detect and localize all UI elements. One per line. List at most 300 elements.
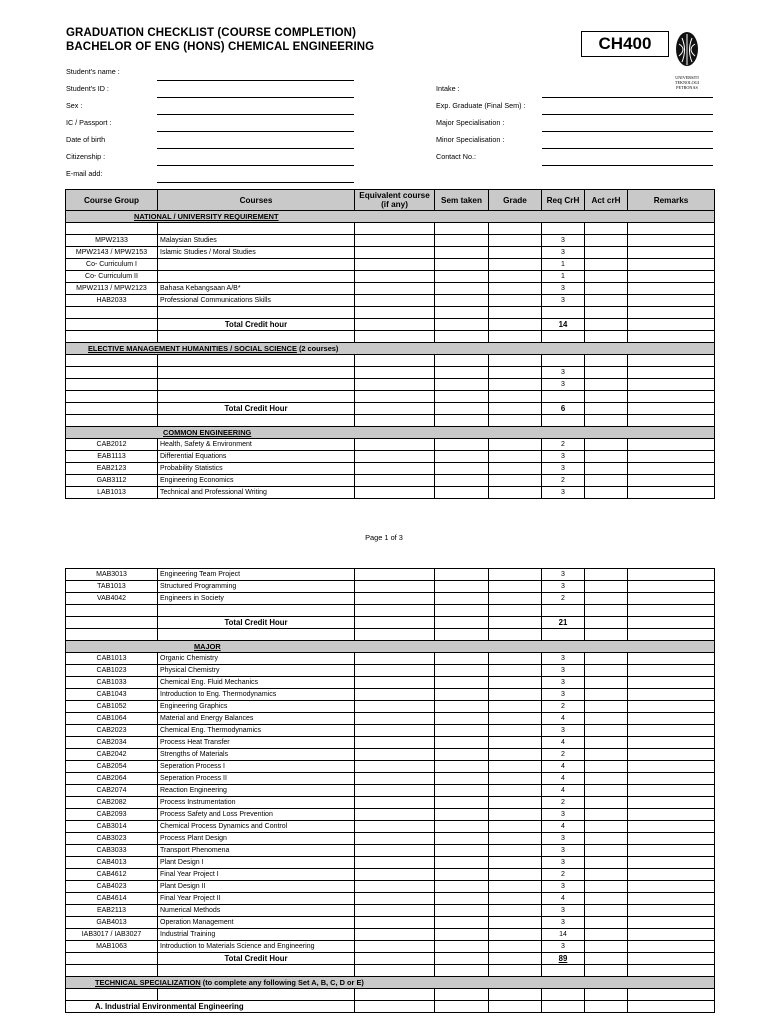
req-credit-hours: 4: [542, 761, 585, 773]
grade-cell[interactable]: [489, 475, 542, 487]
act-credit-cell[interactable]: [585, 689, 628, 701]
sem-taken-cell[interactable]: [435, 737, 489, 749]
course-code: GAB4013: [66, 917, 158, 929]
sem-taken-cell[interactable]: [435, 235, 489, 247]
equivalent-course-cell[interactable]: [355, 845, 435, 857]
equivalent-course-cell[interactable]: [355, 295, 435, 307]
req-credit-hours: 4: [542, 785, 585, 797]
grade-cell[interactable]: [489, 941, 542, 953]
sem-taken-cell[interactable]: [435, 451, 489, 463]
grade-cell[interactable]: [489, 367, 542, 379]
equivalent-course-cell[interactable]: [355, 367, 435, 379]
remarks-cell[interactable]: [628, 737, 715, 749]
remarks-cell[interactable]: [628, 581, 715, 593]
section-header-major: [66, 641, 715, 653]
grade-cell[interactable]: [489, 689, 542, 701]
grade-cell[interactable]: [489, 869, 542, 881]
remarks-cell[interactable]: [628, 821, 715, 833]
sem-taken-cell[interactable]: [435, 581, 489, 593]
total-label: Total Credit Hour: [158, 617, 355, 629]
act-credit-cell[interactable]: [585, 761, 628, 773]
course-name: Engineering Graphics: [158, 701, 355, 713]
table-row: [66, 235, 715, 247]
exp-graduate-field[interactable]: [542, 114, 713, 115]
course-name[interactable]: [158, 379, 355, 391]
grade-cell[interactable]: [489, 235, 542, 247]
equivalent-course-cell[interactable]: [355, 821, 435, 833]
sem-taken-cell[interactable]: [435, 295, 489, 307]
remarks-cell[interactable]: [628, 701, 715, 713]
grade-cell[interactable]: [489, 653, 542, 665]
course-name: Technical and Professional Writing: [158, 487, 355, 499]
act-credit-cell[interactable]: [585, 857, 628, 869]
course-checklist-table-page1: [65, 189, 715, 499]
act-credit-cell[interactable]: [585, 905, 628, 917]
sem-taken-cell[interactable]: [435, 833, 489, 845]
grade-cell[interactable]: [489, 737, 542, 749]
act-credit-cell[interactable]: [585, 403, 628, 415]
act-credit-cell[interactable]: [585, 821, 628, 833]
req-credit-hours: 3: [542, 809, 585, 821]
citizenship-field[interactable]: [157, 165, 354, 166]
remarks-cell[interactable]: [628, 749, 715, 761]
grade-cell[interactable]: [489, 581, 542, 593]
equivalent-course-cell[interactable]: [355, 749, 435, 761]
student-name-field[interactable]: [157, 80, 354, 81]
grade-cell[interactable]: [489, 773, 542, 785]
act-credit-cell[interactable]: [585, 893, 628, 905]
grade-cell[interactable]: [489, 833, 542, 845]
grade-cell[interactable]: [489, 379, 542, 391]
course-name: Final Year Project II: [158, 893, 355, 905]
remarks-cell[interactable]: [628, 785, 715, 797]
act-credit-cell[interactable]: [585, 845, 628, 857]
sem-taken-cell[interactable]: [435, 653, 489, 665]
req-credit-hours: 3: [542, 379, 585, 391]
sem-taken-cell[interactable]: [435, 797, 489, 809]
course-code: IAB3017 / IAB3027: [66, 929, 158, 941]
program-code-badge: CH400: [581, 31, 669, 57]
act-credit-cell[interactable]: [585, 797, 628, 809]
sem-taken-cell[interactable]: [435, 677, 489, 689]
equivalent-course-cell[interactable]: [355, 701, 435, 713]
course-code: TAB1013: [66, 581, 158, 593]
act-credit-cell[interactable]: [585, 737, 628, 749]
sem-taken-cell[interactable]: [435, 785, 489, 797]
course-code[interactable]: [66, 379, 158, 391]
remarks-cell[interactable]: [628, 929, 715, 941]
grade-cell[interactable]: [489, 881, 542, 893]
equivalent-course-cell[interactable]: [355, 569, 435, 581]
course-code[interactable]: [66, 367, 158, 379]
remarks-cell[interactable]: [628, 247, 715, 259]
remarks-cell[interactable]: [628, 283, 715, 295]
remarks-cell[interactable]: [628, 379, 715, 391]
grade-cell[interactable]: [489, 463, 542, 475]
table-row: [66, 367, 715, 379]
remarks-cell[interactable]: [628, 689, 715, 701]
sem-taken-cell[interactable]: [435, 283, 489, 295]
act-credit-cell[interactable]: [585, 487, 628, 499]
act-credit-cell[interactable]: [585, 701, 628, 713]
course-name: Engineers in Society: [158, 593, 355, 605]
total-row-national: [66, 319, 715, 331]
course-name[interactable]: [158, 367, 355, 379]
grade-cell[interactable]: [489, 665, 542, 677]
student-id-field[interactable]: [157, 97, 354, 98]
remarks-cell[interactable]: [628, 235, 715, 247]
remarks-cell[interactable]: [628, 917, 715, 929]
act-credit-cell[interactable]: [585, 869, 628, 881]
act-credit-cell[interactable]: [585, 439, 628, 451]
equivalent-course-cell[interactable]: [355, 905, 435, 917]
remarks-cell[interactable]: [628, 857, 715, 869]
grade-cell[interactable]: [489, 809, 542, 821]
total-row-common: [66, 617, 715, 629]
grade-cell[interactable]: [489, 905, 542, 917]
course-code: CAB2064: [66, 773, 158, 785]
minor-specialisation-field[interactable]: [542, 148, 713, 149]
req-credit-hours: 3: [542, 283, 585, 295]
act-credit-cell[interactable]: [585, 773, 628, 785]
ic-passport-field[interactable]: [157, 131, 354, 132]
sem-taken-cell[interactable]: [435, 773, 489, 785]
sem-taken-cell[interactable]: [435, 869, 489, 881]
remarks-cell[interactable]: [628, 271, 715, 283]
sem-taken-cell[interactable]: [435, 905, 489, 917]
sem-taken-cell[interactable]: [435, 665, 489, 677]
grade-cell[interactable]: [489, 929, 542, 941]
act-credit-cell[interactable]: [585, 367, 628, 379]
course-name: Strengths of Materials: [158, 749, 355, 761]
remarks-cell[interactable]: [628, 295, 715, 307]
sex-field[interactable]: [157, 114, 354, 115]
remarks-cell[interactable]: [628, 439, 715, 451]
sem-taken-cell[interactable]: [435, 379, 489, 391]
equivalent-course-cell[interactable]: [355, 487, 435, 499]
grade-cell[interactable]: [489, 749, 542, 761]
act-credit-cell[interactable]: [585, 617, 628, 629]
sem-taken-cell[interactable]: [435, 247, 489, 259]
act-credit-cell[interactable]: [585, 451, 628, 463]
remarks-cell[interactable]: [628, 893, 715, 905]
table-row: [66, 581, 715, 593]
act-credit-cell[interactable]: [585, 809, 628, 821]
req-credit-hours: 2: [542, 593, 585, 605]
equivalent-course-cell[interactable]: [355, 581, 435, 593]
act-credit-cell[interactable]: [585, 941, 628, 953]
equivalent-course-cell[interactable]: [355, 761, 435, 773]
act-credit-cell[interactable]: [585, 379, 628, 391]
req-credit-hours: 3: [542, 367, 585, 379]
act-credit-cell[interactable]: [585, 917, 628, 929]
table-row: [66, 653, 715, 665]
email-field[interactable]: [157, 182, 354, 183]
equivalent-course-cell[interactable]: [355, 593, 435, 605]
req-credit-hours: 3: [542, 905, 585, 917]
date-of-birth-field[interactable]: [157, 148, 354, 149]
equivalent-course-cell[interactable]: [355, 833, 435, 845]
act-credit-cell[interactable]: [585, 665, 628, 677]
sem-taken-cell[interactable]: [435, 809, 489, 821]
course-code: CAB2034: [66, 737, 158, 749]
act-credit-cell[interactable]: [585, 833, 628, 845]
contact-no-field[interactable]: [542, 165, 713, 166]
table-row: [66, 677, 715, 689]
act-credit-cell[interactable]: [585, 653, 628, 665]
act-credit-cell[interactable]: [585, 785, 628, 797]
form-title-line1: GRADUATION CHECKLIST (COURSE COMPLETION): [66, 27, 357, 39]
form-title-line2: BACHELOR OF ENG (HONS) CHEMICAL ENGINEERING: [66, 41, 375, 53]
course-name: Engineering Team Project: [158, 569, 355, 581]
course-name: Plant Design II: [158, 881, 355, 893]
act-credit-cell[interactable]: [585, 463, 628, 475]
table-header-row: [66, 190, 715, 211]
act-credit-cell[interactable]: [585, 247, 628, 259]
course-name: Introduction to Materials Science and Engineering: [158, 941, 355, 953]
sem-taken-cell[interactable]: [435, 941, 489, 953]
act-credit-cell[interactable]: [585, 569, 628, 581]
grade-cell[interactable]: [489, 845, 542, 857]
remarks-cell[interactable]: [628, 713, 715, 725]
grade-cell[interactable]: [489, 439, 542, 451]
equivalent-course-cell[interactable]: [355, 725, 435, 737]
subsection-row: [66, 1001, 715, 1013]
sem-taken-cell[interactable]: [435, 713, 489, 725]
sem-taken-cell[interactable]: [435, 725, 489, 737]
act-credit-cell[interactable]: [585, 271, 628, 283]
sem-taken-cell[interactable]: [435, 259, 489, 271]
sem-taken-cell[interactable]: [435, 463, 489, 475]
equivalent-course-cell[interactable]: [355, 259, 435, 271]
grade-cell[interactable]: [489, 271, 542, 283]
grade-cell[interactable]: [489, 893, 542, 905]
equivalent-course-cell[interactable]: [355, 869, 435, 881]
grade-cell[interactable]: [489, 821, 542, 833]
req-credit-hours: 3: [542, 247, 585, 259]
equivalent-course-cell[interactable]: [355, 857, 435, 869]
sem-taken-cell[interactable]: [435, 761, 489, 773]
req-credit-hours: 1: [542, 259, 585, 271]
sem-taken-cell[interactable]: [435, 821, 489, 833]
minor-specialisation-label: Minor Specialisation :: [436, 135, 505, 144]
act-credit-cell[interactable]: [585, 475, 628, 487]
equivalent-course-cell[interactable]: [355, 677, 435, 689]
equivalent-course-cell[interactable]: [355, 283, 435, 295]
remarks-cell[interactable]: [628, 833, 715, 845]
grade-cell[interactable]: [489, 725, 542, 737]
equivalent-course-cell[interactable]: [355, 773, 435, 785]
act-credit-cell[interactable]: [585, 581, 628, 593]
remarks-cell[interactable]: [628, 809, 715, 821]
course-code: CAB4013: [66, 857, 158, 869]
equivalent-course-cell[interactable]: [355, 737, 435, 749]
req-credit-hours: 4: [542, 737, 585, 749]
req-credit-hours: 4: [542, 893, 585, 905]
remarks-cell[interactable]: [628, 941, 715, 953]
equivalent-course-cell[interactable]: [355, 439, 435, 451]
sem-taken-cell[interactable]: [435, 689, 489, 701]
remarks-cell[interactable]: [628, 881, 715, 893]
grade-cell[interactable]: [489, 713, 542, 725]
act-credit-cell[interactable]: [585, 881, 628, 893]
grade-cell[interactable]: [489, 797, 542, 809]
sem-taken-cell[interactable]: [435, 569, 489, 581]
table-row: [66, 941, 715, 953]
remarks-cell[interactable]: [628, 677, 715, 689]
remarks-cell[interactable]: [628, 367, 715, 379]
act-credit-cell[interactable]: [585, 593, 628, 605]
equivalent-course-cell[interactable]: [355, 665, 435, 677]
citizenship-label: Citizenship :: [66, 152, 106, 161]
grade-cell[interactable]: [489, 283, 542, 295]
grade-cell[interactable]: [489, 593, 542, 605]
grade-cell[interactable]: [489, 677, 542, 689]
act-credit-cell[interactable]: [585, 677, 628, 689]
remarks-cell[interactable]: [628, 475, 715, 487]
grade-cell[interactable]: [489, 917, 542, 929]
grade-cell[interactable]: [489, 761, 542, 773]
sem-taken-cell[interactable]: [435, 857, 489, 869]
course-code: CAB1033: [66, 677, 158, 689]
equivalent-course-cell[interactable]: [355, 475, 435, 487]
grade-cell[interactable]: [489, 857, 542, 869]
remarks-cell[interactable]: [628, 487, 715, 499]
course-code: CAB2082: [66, 797, 158, 809]
grade-cell[interactable]: [489, 247, 542, 259]
sem-taken-cell[interactable]: [435, 929, 489, 941]
grade-cell[interactable]: [489, 569, 542, 581]
sem-taken-cell[interactable]: [435, 845, 489, 857]
sem-taken-cell[interactable]: [435, 367, 489, 379]
exp-graduate-label: Exp. Graduate (Final Sem) :: [436, 101, 526, 110]
equivalent-course-cell[interactable]: [355, 881, 435, 893]
act-credit-cell[interactable]: [585, 953, 628, 965]
student-id-label: Student's ID :: [66, 84, 109, 93]
sem-taken-cell[interactable]: [435, 475, 489, 487]
sem-taken-cell[interactable]: [435, 439, 489, 451]
act-credit-cell[interactable]: [585, 725, 628, 737]
equivalent-course-cell[interactable]: [355, 689, 435, 701]
remarks-cell[interactable]: [628, 665, 715, 677]
act-credit-cell[interactable]: [585, 283, 628, 295]
act-credit-cell[interactable]: [585, 235, 628, 247]
equivalent-course-cell[interactable]: [355, 271, 435, 283]
section-title-common: COMMON ENGINEERING: [163, 428, 252, 437]
sem-taken-cell[interactable]: [435, 593, 489, 605]
blank-row: [66, 605, 715, 617]
remarks-cell[interactable]: [628, 797, 715, 809]
grade-cell[interactable]: [489, 295, 542, 307]
req-credit-hours: 3: [542, 451, 585, 463]
req-credit-hours: 3: [542, 917, 585, 929]
req-credit-hours: 2: [542, 869, 585, 881]
course-code: HAB2033: [66, 295, 158, 307]
equivalent-course-cell[interactable]: [355, 653, 435, 665]
table-row: [66, 569, 715, 581]
remarks-cell[interactable]: [628, 653, 715, 665]
act-credit-cell[interactable]: [585, 929, 628, 941]
remarks-cell[interactable]: [628, 259, 715, 271]
act-credit-cell[interactable]: [585, 749, 628, 761]
equivalent-course-cell[interactable]: [355, 893, 435, 905]
remarks-cell[interactable]: [628, 905, 715, 917]
equivalent-course-cell[interactable]: [355, 247, 435, 259]
course-code: MAB3013: [66, 569, 158, 581]
sem-taken-cell[interactable]: [435, 271, 489, 283]
sem-taken-cell[interactable]: [435, 487, 489, 499]
table-row: [66, 845, 715, 857]
remarks-cell[interactable]: [628, 451, 715, 463]
course-name: Differential Equations: [158, 451, 355, 463]
equivalent-course-cell[interactable]: [355, 917, 435, 929]
email-label: E-mail add:: [66, 169, 103, 178]
course-code: MPW2133: [66, 235, 158, 247]
equivalent-course-cell[interactable]: [355, 379, 435, 391]
remarks-cell[interactable]: [628, 569, 715, 581]
total-label: Total Credit Hour: [158, 403, 355, 415]
sem-taken-cell[interactable]: [435, 701, 489, 713]
course-name: Plant Design I: [158, 857, 355, 869]
grade-cell[interactable]: [489, 487, 542, 499]
sem-taken-cell[interactable]: [435, 749, 489, 761]
act-credit-cell[interactable]: [585, 259, 628, 271]
grade-cell[interactable]: [489, 451, 542, 463]
equivalent-course-cell[interactable]: [355, 809, 435, 821]
equivalent-course-cell[interactable]: [355, 929, 435, 941]
equivalent-course-cell[interactable]: [355, 785, 435, 797]
equivalent-course-cell[interactable]: [355, 463, 435, 475]
col-req-crh: Req CrH: [542, 190, 585, 211]
remarks-cell[interactable]: [628, 869, 715, 881]
remarks-cell[interactable]: [628, 725, 715, 737]
equivalent-course-cell[interactable]: [355, 713, 435, 725]
remarks-cell[interactable]: [628, 463, 715, 475]
course-name: [158, 259, 355, 271]
req-credit-hours: 2: [542, 749, 585, 761]
blank-row: [66, 223, 715, 235]
equivalent-course-cell[interactable]: [355, 941, 435, 953]
table-row: [66, 917, 715, 929]
equivalent-course-cell[interactable]: [355, 451, 435, 463]
remarks-cell[interactable]: [628, 845, 715, 857]
course-name: Organic Chemistry: [158, 653, 355, 665]
grade-cell[interactable]: [489, 785, 542, 797]
sem-taken-cell[interactable]: [435, 881, 489, 893]
grade-cell[interactable]: [489, 701, 542, 713]
req-credit-hours: 3: [542, 235, 585, 247]
course-name: Final Year Project I: [158, 869, 355, 881]
major-specialisation-field[interactable]: [542, 131, 713, 132]
sem-taken-cell[interactable]: [435, 917, 489, 929]
intake-field[interactable]: [542, 97, 713, 98]
remarks-cell[interactable]: [628, 761, 715, 773]
act-credit-cell[interactable]: [585, 713, 628, 725]
equivalent-course-cell[interactable]: [355, 235, 435, 247]
course-code: CAB1043: [66, 689, 158, 701]
act-credit-cell[interactable]: [585, 295, 628, 307]
act-credit-cell[interactable]: [585, 319, 628, 331]
course-name: Process Heat Transfer: [158, 737, 355, 749]
logo-text-line2: TEKNOLOGI: [674, 80, 700, 85]
remarks-cell[interactable]: [628, 593, 715, 605]
sem-taken-cell[interactable]: [435, 893, 489, 905]
grade-cell[interactable]: [489, 259, 542, 271]
equivalent-course-cell[interactable]: [355, 797, 435, 809]
blank-row: [66, 965, 715, 977]
section-header-national: [66, 211, 715, 223]
remarks-cell[interactable]: [628, 773, 715, 785]
